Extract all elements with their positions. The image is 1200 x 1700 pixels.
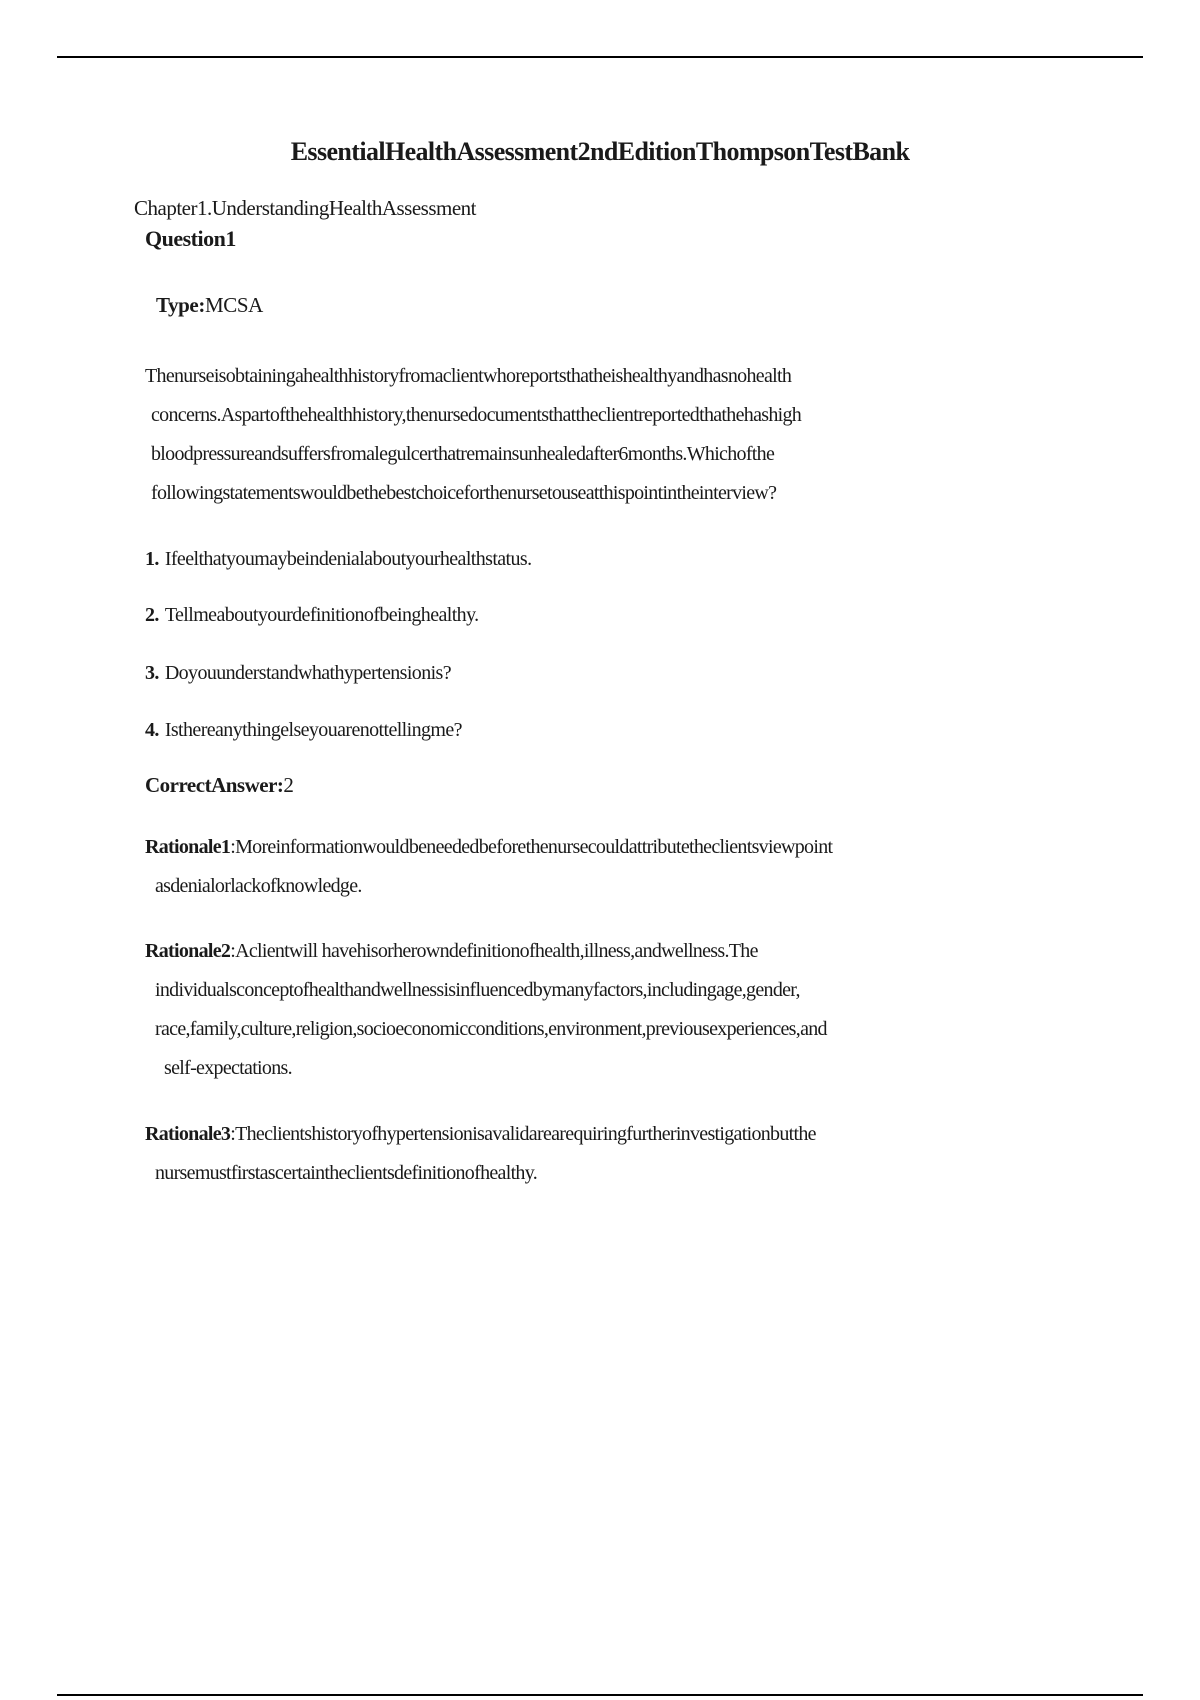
option-text: Ifeelthatyoumaybeindenialaboutyourhealthstatus. (164, 548, 532, 570)
answer-option-3 (145, 662, 451, 685)
question-type-label: Type: (156, 293, 205, 317)
bottom-rule (57, 1694, 1143, 1696)
rationale-line: asdenialorlackofknowledge. (155, 875, 362, 897)
correct-answer (145, 773, 293, 798)
top-rule (57, 56, 1143, 58)
question-type (156, 293, 263, 318)
option-text: Doyouunderstandwhathypertensionis? (164, 662, 452, 684)
stem-line: bloodpressureandsuffersfromalegulcerthatremainsunhealedafter6months.Whichofthe (151, 443, 775, 465)
rationale-text: :Aclientwill havehisorherowndefinitionofhealth,illness,andwellness.The (230, 940, 758, 962)
stem-line: concerns.Aspartofthehealthhistory,thenursedocumentsthattheclientreportedthathehashigh (151, 404, 802, 426)
answer-option-4 (145, 719, 462, 742)
rationale-3 (145, 1115, 1045, 1193)
stem-line: Thenurseisobtainingahealthhistoryfromaclientwhoreportsthatheishealthyandhasnohealth (145, 365, 792, 387)
option-text: Tellmeaboutyourdefinitionofbeinghealthy. (164, 604, 479, 626)
rationale-line: race,family,culture,religion,socioeconomicconditions,environment,previousexperiences,and (155, 1018, 827, 1040)
rationale-label: Rationale1 (145, 836, 231, 858)
question-type-value: MCSA (204, 293, 263, 317)
rationale-line (145, 1115, 1045, 1154)
answer-option-2 (145, 604, 479, 627)
document-title: EssentialHealthAssessment2ndEditionThompsonTestBank (290, 137, 910, 166)
question-number: Question1 (145, 226, 236, 251)
correct-answer-label: CorrectAnswer: (145, 773, 284, 797)
answer-option-1 (145, 548, 532, 571)
chapter-heading: Chapter1.UnderstandingHealthAssessment (134, 196, 477, 220)
option-number: 4. (145, 719, 159, 741)
option-number: 1. (145, 548, 159, 570)
rationale-text: :Moreinformationwouldbeneededbeforethenursecouldattributetheclientsviewpoint (230, 836, 833, 858)
option-number: 2. (145, 604, 159, 626)
rationale-1 (145, 828, 1045, 906)
rationale-label: Rationale3 (145, 1123, 231, 1145)
rationale-line: nursemustfirstascertaintheclientsdefinitionofhealthy. (155, 1162, 538, 1184)
rationale-label: Rationale2 (145, 940, 231, 962)
rationale-line (145, 828, 1045, 867)
rationale-line: individualsconceptofhealthandwellnessisinfluencedbymanyfactors,includingage,gender, (155, 979, 800, 1001)
option-text: Isthereanythingelseyouarenottellingme? (164, 719, 462, 741)
rationale-2 (145, 932, 1045, 1088)
correct-answer-value: 2 (283, 773, 294, 797)
rationale-line: self-expectations. (164, 1057, 292, 1079)
rationale-line (145, 932, 1045, 971)
question-stem (145, 357, 1045, 513)
option-number: 3. (145, 662, 159, 684)
stem-line: followingstatementswouldbethebestchoiceforthenursetouseatthispointintheinterview? (151, 482, 777, 504)
rationale-text: :Theclientshistoryofhypertensionisavalidarearequiringfurtherinvestigationbutthe (230, 1123, 816, 1145)
